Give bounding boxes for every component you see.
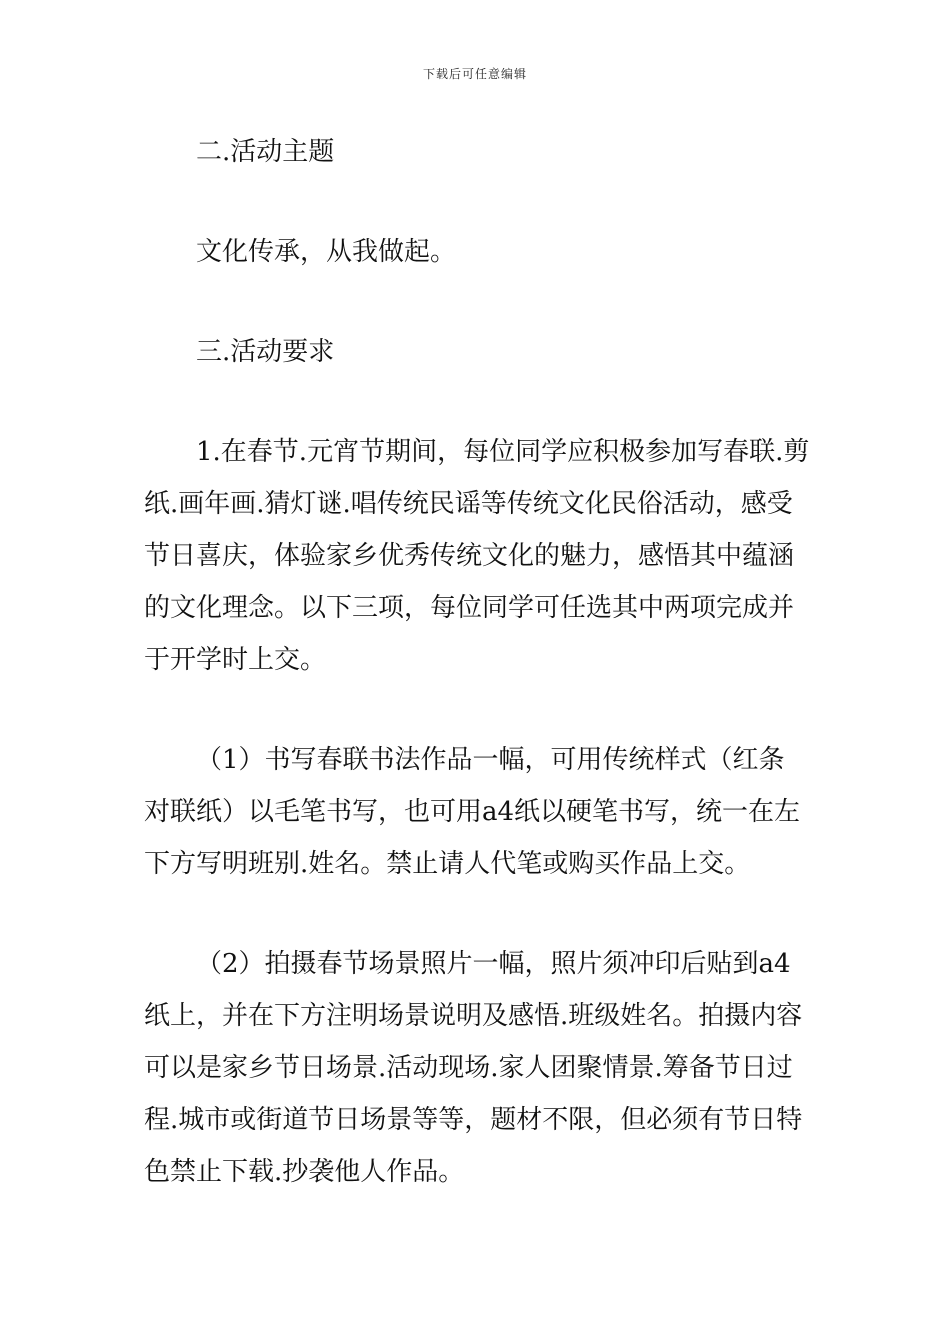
requirement-subitem-2: （2）拍摄春节场景照片一幅，照片须冲印后贴到a4纸上，并在下方注明场景说明及感悟.班级姓名。拍摄内容可以是家乡节日场景.活动现场.家人团聚情景.筹备节日过程.城市或街道节日场景等等，题材不限，但必须有节日特色禁止下载.抄袭他人作品。 bbox=[144, 949, 803, 1187]
header-note: 下载后可任意编辑 bbox=[422, 67, 527, 81]
paragraph-spacer bbox=[144, 686, 810, 734]
document-body bbox=[144, 126, 810, 1198]
paragraph-spacer bbox=[144, 178, 810, 226]
paragraph-spacer bbox=[144, 890, 810, 938]
section-heading-theme: 二.活动主题 bbox=[196, 137, 335, 167]
section-heading-requirements: 三.活动要求 bbox=[196, 337, 335, 367]
theme-text: 文化传承，从我做起。 bbox=[196, 237, 457, 267]
requirement-subitem-1: （1）书写春联书法作品一幅，可用传统样式（红条对联纸）以毛笔书写，也可用a4纸以硬笔书写，统一在左下方写明班别.姓名。禁止请人代笔或购买作品上交。 bbox=[144, 745, 801, 879]
requirement-item-1: 1.在春节.元宵节期间，每位同学应积极参加写春联.剪纸.画年画.猜灯谜.唱传统民谣等传统文化民俗活动，感受节日喜庆，体验家乡优秀传统文化的魅力，感悟其中蕴涵的文化理念。以下三项，每位同学可任选其中两项完成并于开学时上交。 bbox=[144, 437, 810, 675]
paragraph-spacer bbox=[144, 278, 810, 326]
paragraph-spacer bbox=[144, 378, 810, 426]
